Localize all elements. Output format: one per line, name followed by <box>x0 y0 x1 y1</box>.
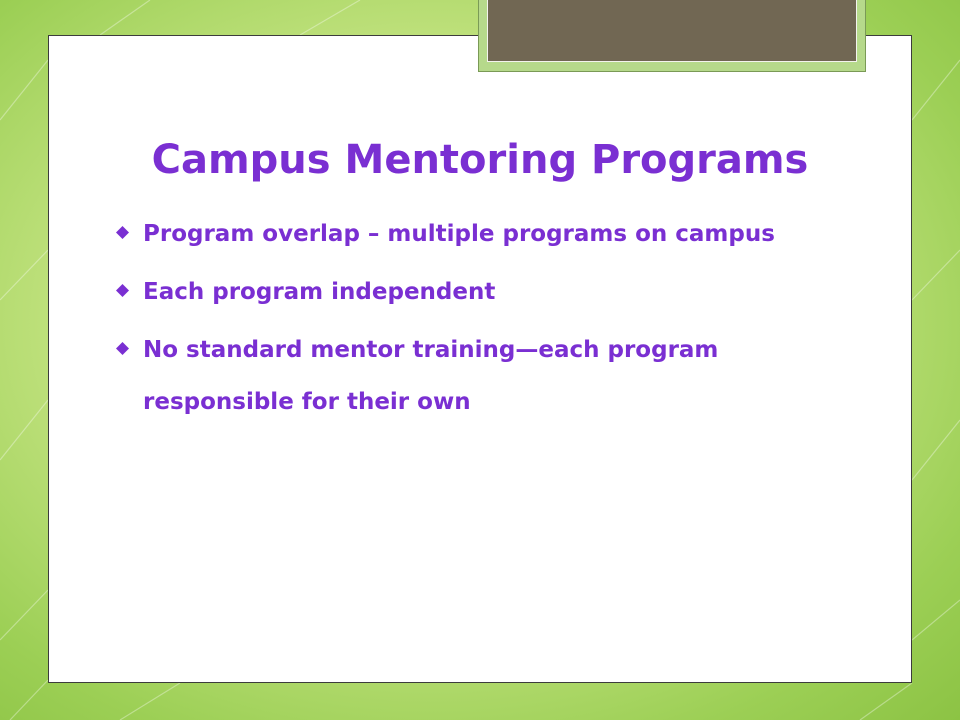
bullet-text: No standard mentor training—each program responsible for their own <box>143 337 719 415</box>
bullet-text: Each program independent <box>143 279 496 305</box>
title-tab <box>487 0 857 62</box>
bullet-list <box>143 208 863 434</box>
bullet-item <box>143 324 863 428</box>
bullet-item <box>143 266 863 318</box>
bullet-text: Program overlap – multiple programs on campus <box>143 221 775 247</box>
diamond-bullet-icon <box>116 342 129 355</box>
diamond-bullet-icon <box>116 226 129 239</box>
slide-title: Campus Mentoring Programs <box>151 137 809 183</box>
bullet-item <box>143 208 863 260</box>
diamond-bullet-icon <box>116 284 129 297</box>
